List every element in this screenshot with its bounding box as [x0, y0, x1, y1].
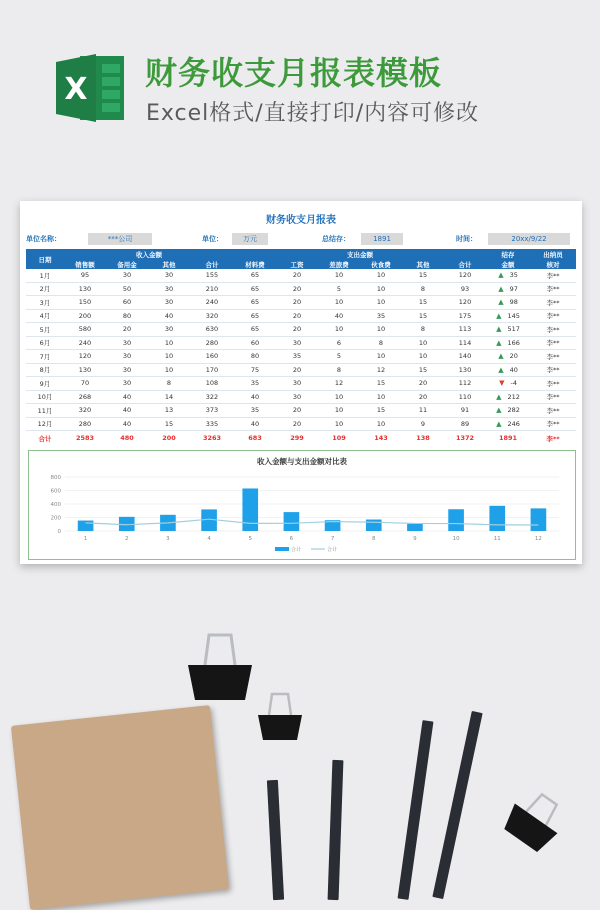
- value-cell: 65: [234, 323, 276, 337]
- value-cell: 80: [106, 309, 148, 323]
- value-cell: 30: [106, 269, 148, 282]
- value-cell: 65: [234, 282, 276, 296]
- time-value: 20xx/9/22: [488, 233, 570, 245]
- value-cell: 20: [276, 417, 318, 431]
- pencil: [432, 711, 482, 899]
- value-cell: 110: [444, 390, 486, 404]
- value-cell: 40: [106, 404, 148, 418]
- balance-header: 结存: [486, 249, 530, 259]
- value-cell: 155: [190, 269, 234, 282]
- value-cell: 30: [106, 336, 148, 350]
- value-cell: 200: [64, 309, 106, 323]
- balance-value: 246: [507, 419, 520, 428]
- value-cell: 580: [64, 323, 106, 337]
- arrow-up-icon: ▲: [498, 298, 504, 307]
- total-value: 3263: [190, 431, 234, 446]
- comparison-chart: [29, 451, 575, 559]
- value-cell: 130: [64, 363, 106, 377]
- balance-value: 517: [507, 325, 520, 334]
- value-cell: 20: [276, 282, 318, 296]
- value-cell: 20: [276, 363, 318, 377]
- x-tick-label: 8: [372, 536, 376, 542]
- value-cell: 14: [148, 390, 190, 404]
- balance-value: 97: [509, 284, 518, 293]
- value-cell: 20: [276, 269, 318, 282]
- value-cell: 15: [148, 417, 190, 431]
- value-cell: 268: [64, 390, 106, 404]
- spreadsheet-preview: [20, 201, 582, 564]
- value-cell: 10: [402, 350, 444, 364]
- value-cell: 30: [148, 282, 190, 296]
- value-cell: 335: [190, 417, 234, 431]
- page-title: 财务收支月报表模板: [145, 54, 443, 92]
- arrow-up-icon: ▲: [496, 325, 502, 334]
- value-cell: 15: [402, 296, 444, 310]
- value-cell: 20: [106, 323, 148, 337]
- table-row: [26, 282, 576, 296]
- expense-header: 支出金额: [234, 249, 486, 259]
- table-row: [26, 336, 576, 350]
- y-tick-label: 0: [57, 529, 61, 535]
- value-cell: 20: [276, 323, 318, 337]
- x-tick-label: 11: [493, 536, 501, 542]
- value-cell: 320: [190, 309, 234, 323]
- x-tick-label: 6: [289, 536, 294, 542]
- balance-cell: [486, 363, 530, 377]
- arrow-up-icon: ▲: [496, 392, 502, 401]
- value-cell: 20: [402, 390, 444, 404]
- value-cell: 150: [64, 296, 106, 310]
- balance-cell: [486, 377, 530, 391]
- bar: [489, 506, 505, 531]
- arrow-up-icon: ▲: [498, 352, 504, 361]
- balance-value: 1891: [361, 233, 403, 245]
- month-cell: 7月: [26, 350, 64, 364]
- table-group-header-row: [26, 249, 576, 259]
- balance-cell: [486, 309, 530, 323]
- table-row: [26, 323, 576, 337]
- value-cell: 130: [64, 282, 106, 296]
- arrow-up-icon: ▲: [498, 365, 504, 374]
- value-cell: 40: [234, 417, 276, 431]
- value-cell: 114: [444, 336, 486, 350]
- value-cell: 160: [190, 350, 234, 364]
- bar: [78, 521, 94, 531]
- column-header: 工资: [276, 259, 318, 269]
- total-value: 109: [318, 431, 360, 446]
- cashier-header: 出纳员: [530, 249, 576, 259]
- sheet-title: 财务收支月报表: [266, 215, 336, 226]
- income-header: 收入金额: [64, 249, 234, 259]
- value-cell: 35: [360, 309, 402, 323]
- pencil: [267, 780, 284, 900]
- y-tick-label: 400: [50, 502, 61, 508]
- finance-table: [26, 249, 576, 445]
- value-cell: 40: [106, 390, 148, 404]
- column-header: 伙食费: [360, 259, 402, 269]
- table-row: [26, 350, 576, 364]
- check-cell: 李**: [530, 350, 576, 364]
- value-cell: 5: [318, 282, 360, 296]
- value-cell: 40: [148, 309, 190, 323]
- balance-cell: [486, 296, 530, 310]
- value-cell: 30: [106, 350, 148, 364]
- bar: [284, 512, 300, 531]
- value-cell: 10: [318, 417, 360, 431]
- arrow-up-icon: ▲: [498, 284, 504, 293]
- value-cell: 30: [276, 336, 318, 350]
- value-cell: 130: [444, 363, 486, 377]
- binder-clip-corner-icon: [493, 778, 577, 862]
- value-cell: 120: [64, 350, 106, 364]
- binder-clip-small-icon: [255, 690, 305, 745]
- value-cell: 8: [148, 377, 190, 391]
- balance-value: 145: [507, 311, 520, 320]
- total-row: [26, 431, 576, 446]
- x-tick-label: 12: [534, 536, 542, 542]
- check-cell: 李**: [530, 377, 576, 391]
- value-cell: 280: [64, 417, 106, 431]
- column-header: 差旅费: [318, 259, 360, 269]
- table-body: [26, 269, 576, 445]
- balance-label: 总结存：: [322, 235, 350, 243]
- chart-panel: [28, 450, 576, 560]
- value-cell: 30: [148, 323, 190, 337]
- arrow-up-icon: ▲: [496, 419, 502, 428]
- value-cell: 30: [148, 296, 190, 310]
- value-cell: 6: [318, 336, 360, 350]
- value-cell: 240: [190, 296, 234, 310]
- value-cell: 240: [64, 336, 106, 350]
- balance-cell: [486, 417, 530, 431]
- arrow-up-icon: ▲: [498, 271, 504, 280]
- balance-cell: [486, 350, 530, 364]
- value-cell: 20: [402, 377, 444, 391]
- unit-name-value: ***公司: [88, 233, 152, 245]
- x-tick-label: 9: [413, 536, 417, 542]
- value-cell: 93: [444, 282, 486, 296]
- value-cell: 10: [360, 323, 402, 337]
- value-cell: 30: [106, 377, 148, 391]
- column-header: 备用金: [106, 259, 148, 269]
- bar: [242, 488, 258, 531]
- balance-cell: [486, 404, 530, 418]
- check-cell: 李**: [530, 269, 576, 282]
- value-cell: 20: [276, 309, 318, 323]
- check-cell: 李**: [530, 282, 576, 296]
- column-header: 销售额: [64, 259, 106, 269]
- value-cell: 75: [234, 363, 276, 377]
- value-cell: 170: [190, 363, 234, 377]
- value-cell: 35: [276, 350, 318, 364]
- column-header: 合计: [190, 259, 234, 269]
- pencil: [398, 720, 434, 900]
- value-cell: 30: [148, 269, 190, 282]
- balance-value: 20: [509, 352, 518, 361]
- column-header: 核对: [530, 259, 576, 269]
- month-cell: 9月: [26, 377, 64, 391]
- value-cell: 65: [234, 296, 276, 310]
- bar: [448, 509, 464, 531]
- value-cell: 322: [190, 390, 234, 404]
- month-cell: 5月: [26, 323, 64, 337]
- value-cell: 10: [318, 269, 360, 282]
- value-cell: 10: [360, 350, 402, 364]
- total-value: 138: [402, 431, 444, 446]
- value-cell: 30: [276, 377, 318, 391]
- value-cell: 70: [64, 377, 106, 391]
- value-cell: 10: [402, 336, 444, 350]
- balance-cell: [486, 269, 530, 282]
- value-cell: 10: [360, 417, 402, 431]
- page-subtitle: Excel格式/直接打印/内容可修改: [146, 101, 480, 126]
- total-value: 683: [234, 431, 276, 446]
- value-cell: 35: [234, 404, 276, 418]
- value-cell: 91: [444, 404, 486, 418]
- value-cell: 15: [360, 377, 402, 391]
- month-cell: 3月: [26, 296, 64, 310]
- value-cell: 50: [106, 282, 148, 296]
- value-cell: 112: [444, 377, 486, 391]
- value-cell: 210: [190, 282, 234, 296]
- balance-cell: [486, 336, 530, 350]
- x-tick-label: 3: [166, 536, 170, 542]
- month-cell: 8月: [26, 363, 64, 377]
- value-cell: 30: [106, 363, 148, 377]
- value-cell: 320: [64, 404, 106, 418]
- value-cell: 10: [148, 363, 190, 377]
- y-tick-label: 600: [50, 488, 61, 495]
- legend-label: 合计: [291, 547, 302, 553]
- arrow-down-icon: ▼: [499, 379, 505, 388]
- value-cell: 65: [234, 269, 276, 282]
- value-cell: 373: [190, 404, 234, 418]
- value-cell: 15: [360, 404, 402, 418]
- value-cell: 80: [234, 350, 276, 364]
- value-cell: 108: [190, 377, 234, 391]
- month-cell: 1月: [26, 269, 64, 282]
- x-tick-label: 1: [83, 536, 88, 542]
- value-cell: 89: [444, 417, 486, 431]
- table-row: [26, 269, 576, 282]
- x-tick-label: 2: [125, 536, 129, 542]
- total-value: 143: [360, 431, 402, 446]
- table-row: [26, 309, 576, 323]
- month-cell: 2月: [26, 282, 64, 296]
- check-cell: 李**: [530, 390, 576, 404]
- balance-value: 166: [507, 338, 520, 347]
- month-cell: 11月: [26, 404, 64, 418]
- value-cell: 10: [360, 296, 402, 310]
- value-cell: 10: [148, 336, 190, 350]
- value-cell: 10: [318, 323, 360, 337]
- balance-value: 98: [509, 298, 518, 307]
- arrow-up-icon: ▲: [496, 338, 502, 347]
- value-cell: 8: [360, 336, 402, 350]
- value-cell: 15: [402, 269, 444, 282]
- balance-cell: [486, 282, 530, 296]
- arrow-up-icon: ▲: [496, 311, 502, 320]
- value-cell: 40: [234, 390, 276, 404]
- value-cell: 140: [444, 350, 486, 364]
- check-cell: 李**: [530, 404, 576, 418]
- x-tick-label: 7: [330, 536, 335, 542]
- value-cell: 10: [318, 296, 360, 310]
- value-cell: 10: [360, 390, 402, 404]
- x-tick-label: 10: [452, 536, 460, 542]
- check-cell: 李**: [530, 417, 576, 431]
- total-value: 200: [148, 431, 190, 446]
- x-tick-label: 4: [207, 536, 211, 542]
- notebook: [11, 705, 229, 910]
- value-cell: 113: [444, 323, 486, 337]
- check-cell: 李**: [530, 296, 576, 310]
- check-cell: 李**: [530, 323, 576, 337]
- column-header: 其他: [402, 259, 444, 269]
- value-cell: 12: [360, 363, 402, 377]
- total-label: 合计: [26, 431, 64, 446]
- value-cell: 10: [148, 350, 190, 364]
- value-cell: 630: [190, 323, 234, 337]
- total-value: 480: [106, 431, 148, 446]
- value-cell: 10: [360, 269, 402, 282]
- table-row: [26, 417, 576, 431]
- bar: [366, 520, 382, 531]
- value-cell: 20: [276, 404, 318, 418]
- value-cell: 8: [402, 282, 444, 296]
- month-cell: 6月: [26, 336, 64, 350]
- value-cell: 12: [318, 377, 360, 391]
- table-row: [26, 404, 576, 418]
- column-header: 合计: [444, 259, 486, 269]
- arrow-up-icon: ▲: [496, 406, 502, 415]
- value-cell: 15: [402, 363, 444, 377]
- series-line: [86, 519, 539, 525]
- bar: [531, 508, 547, 531]
- total-balance: 1891: [486, 431, 530, 446]
- pencil: [328, 760, 344, 900]
- balance-value: 35: [509, 271, 518, 280]
- value-cell: 9: [402, 417, 444, 431]
- value-cell: 120: [444, 296, 486, 310]
- balance-cell: [486, 323, 530, 337]
- value-cell: 40: [106, 417, 148, 431]
- column-header: 其他: [148, 259, 190, 269]
- value-cell: 60: [234, 336, 276, 350]
- unit-value: 万元: [232, 233, 268, 245]
- value-cell: 60: [106, 296, 148, 310]
- binder-clip-icon: [185, 630, 255, 705]
- month-cell: 12月: [26, 417, 64, 431]
- balance-value: 40: [509, 365, 518, 374]
- unit-label: 单位：: [202, 235, 223, 243]
- legend-swatch-bar: [275, 547, 289, 551]
- y-tick-label: 200: [50, 515, 61, 522]
- column-header: 金额: [486, 259, 530, 269]
- value-cell: 65: [234, 309, 276, 323]
- value-cell: 30: [276, 390, 318, 404]
- value-cell: 10: [360, 282, 402, 296]
- value-cell: 35: [234, 377, 276, 391]
- total-value: 1372: [444, 431, 486, 446]
- table-row: [26, 390, 576, 404]
- y-tick-label: 800: [50, 475, 61, 481]
- date-header: 日期: [26, 249, 64, 269]
- value-cell: 10: [318, 390, 360, 404]
- table-row: [26, 296, 576, 310]
- check-cell: 李**: [530, 363, 576, 377]
- value-cell: 5: [318, 350, 360, 364]
- month-cell: 4月: [26, 309, 64, 323]
- column-header: 材料费: [234, 259, 276, 269]
- check-cell: 李**: [530, 309, 576, 323]
- balance-cell: [486, 390, 530, 404]
- value-cell: 15: [402, 309, 444, 323]
- value-cell: 95: [64, 269, 106, 282]
- excel-logo-icon: [52, 48, 132, 128]
- month-cell: 10月: [26, 390, 64, 404]
- bar: [407, 524, 423, 531]
- time-label: 时间：: [456, 235, 477, 243]
- table-row: [26, 377, 576, 391]
- total-check: 李**: [530, 431, 576, 446]
- value-cell: 40: [318, 309, 360, 323]
- value-cell: 10: [318, 404, 360, 418]
- x-tick-label: 5: [248, 536, 252, 542]
- table-column-header-row: [26, 259, 576, 269]
- balance-value: 212: [507, 392, 520, 401]
- value-cell: 280: [190, 336, 234, 350]
- legend-label: 合计: [327, 547, 338, 553]
- check-cell: 李**: [530, 336, 576, 350]
- value-cell: 8: [402, 323, 444, 337]
- chart-title: 收入金额与支出金额对比表: [257, 457, 347, 466]
- balance-value: 282: [507, 406, 520, 415]
- total-value: 299: [276, 431, 318, 446]
- table-row: [26, 363, 576, 377]
- value-cell: 11: [402, 404, 444, 418]
- value-cell: 175: [444, 309, 486, 323]
- excel-logo-letter: X: [64, 72, 88, 107]
- balance-value: -4: [510, 379, 517, 388]
- value-cell: 13: [148, 404, 190, 418]
- unit-name-label: 单位名称：: [26, 235, 61, 243]
- value-cell: 20: [276, 296, 318, 310]
- value-cell: 8: [318, 363, 360, 377]
- total-value: 2583: [64, 431, 106, 446]
- value-cell: 120: [444, 269, 486, 282]
